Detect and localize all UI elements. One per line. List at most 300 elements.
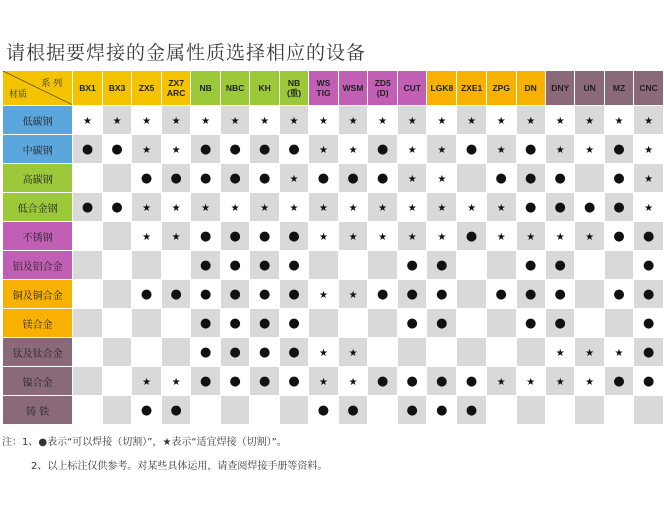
dot-mark: ● bbox=[525, 141, 537, 157]
mark-cell bbox=[457, 338, 487, 367]
star-mark: ★ bbox=[644, 173, 654, 185]
material-label-cell: 不锈钢 bbox=[3, 222, 73, 251]
column-header bbox=[427, 71, 457, 106]
dot-mark: ● bbox=[140, 402, 153, 418]
column-header-line2: TIG bbox=[316, 88, 331, 98]
mark-cell bbox=[338, 280, 368, 309]
column-header-line1: NB bbox=[287, 78, 301, 88]
mark-cell bbox=[220, 367, 250, 396]
star-mark: ★ bbox=[142, 144, 152, 156]
mark-cell bbox=[161, 309, 191, 338]
dot-mark: ● bbox=[406, 373, 418, 389]
dot-mark: ● bbox=[376, 170, 389, 186]
mark-cell bbox=[427, 164, 457, 193]
star-mark: ★ bbox=[171, 144, 181, 156]
mark-cell bbox=[457, 135, 487, 164]
dot-mark: ● bbox=[613, 228, 625, 244]
star-mark: ★ bbox=[437, 144, 447, 156]
mark-cell bbox=[604, 309, 633, 338]
note-2: 2、以上标注仅供参考。对某些具体运用，请查阅焊接手册等资料。 bbox=[31, 461, 328, 472]
mark-cell bbox=[250, 396, 279, 425]
column-header-line1: UN bbox=[583, 83, 596, 93]
mark-cell bbox=[73, 338, 103, 367]
mark-cell bbox=[73, 164, 103, 193]
column-header-line1: CUT bbox=[403, 83, 421, 93]
table-row bbox=[3, 193, 664, 222]
mark-cell bbox=[575, 396, 604, 425]
column-header bbox=[545, 71, 575, 106]
star-mark: ★ bbox=[348, 376, 358, 388]
mark-cell bbox=[486, 135, 516, 164]
mark-cell bbox=[457, 396, 487, 425]
table-row bbox=[3, 338, 664, 367]
column-header bbox=[486, 71, 516, 106]
mark-cell bbox=[427, 106, 457, 135]
dot-mark: ● bbox=[317, 170, 330, 186]
mark-cell bbox=[427, 280, 457, 309]
star-mark: ★ bbox=[201, 202, 211, 214]
column-header bbox=[575, 71, 604, 106]
column-header-line1: BX3 bbox=[108, 83, 126, 93]
star-mark: ★ bbox=[555, 376, 565, 388]
dot-mark: ● bbox=[199, 257, 212, 273]
star-mark: ★ bbox=[318, 289, 328, 301]
table-row bbox=[3, 135, 664, 164]
mark-cell bbox=[427, 135, 457, 164]
mark-cell bbox=[102, 222, 132, 251]
star-mark: ★ bbox=[555, 231, 565, 243]
mark-cell bbox=[220, 396, 250, 425]
dot-mark: ● bbox=[229, 344, 241, 360]
mark-cell bbox=[516, 367, 545, 396]
mark-cell bbox=[427, 222, 457, 251]
material-label-cell: 钛及钛合金 bbox=[3, 338, 73, 367]
column-header-line2: (D) bbox=[376, 88, 389, 98]
dot-mark: ● bbox=[199, 141, 212, 157]
mark-cell bbox=[604, 367, 633, 396]
dot-mark: ● bbox=[613, 170, 625, 186]
mark-cell bbox=[250, 309, 279, 338]
mark-cell bbox=[73, 396, 103, 425]
dot-mark: ● bbox=[199, 315, 212, 331]
dot-mark: ● bbox=[288, 344, 300, 360]
mark-cell bbox=[368, 106, 398, 135]
column-header-line1: ZXE1 bbox=[460, 83, 483, 93]
material-label-cell: 高碳钢 bbox=[3, 164, 73, 193]
mark-cell bbox=[132, 280, 162, 309]
star-mark: ★ bbox=[318, 202, 328, 214]
mark-cell bbox=[457, 106, 487, 135]
column-header bbox=[220, 71, 250, 106]
mark-cell bbox=[250, 251, 279, 280]
mark-cell bbox=[132, 396, 162, 425]
star-mark: ★ bbox=[644, 115, 654, 127]
dot-mark: ● bbox=[554, 315, 566, 331]
dot-mark: ● bbox=[229, 373, 241, 389]
column-header-line1: NB bbox=[199, 83, 212, 93]
mark-cell bbox=[575, 309, 604, 338]
mark-cell bbox=[250, 193, 279, 222]
mark-cell bbox=[368, 251, 398, 280]
star-mark: ★ bbox=[171, 115, 181, 127]
star-mark: ★ bbox=[526, 376, 536, 388]
mark-cell bbox=[457, 280, 487, 309]
star-mark: ★ bbox=[496, 144, 506, 156]
mark-cell bbox=[397, 280, 427, 309]
mark-cell bbox=[73, 135, 103, 164]
column-header bbox=[338, 71, 368, 106]
mark-cell bbox=[427, 251, 457, 280]
dot-mark: ● bbox=[642, 315, 655, 331]
mark-cell bbox=[338, 222, 368, 251]
mark-cell bbox=[634, 193, 664, 222]
dot-mark: ● bbox=[495, 170, 507, 186]
material-label-cell: 镁合金 bbox=[3, 309, 73, 338]
star-mark: ★ bbox=[407, 231, 417, 243]
mark-cell bbox=[250, 106, 279, 135]
mark-cell bbox=[279, 396, 308, 425]
dot-mark: ● bbox=[376, 373, 389, 389]
dot-mark: ● bbox=[642, 228, 655, 244]
mark-cell bbox=[250, 164, 279, 193]
mark-cell bbox=[132, 222, 162, 251]
star-mark: ★ bbox=[614, 347, 624, 359]
mark-cell bbox=[575, 367, 604, 396]
mark-cell bbox=[516, 251, 545, 280]
star-mark: ★ bbox=[348, 347, 358, 359]
table-row bbox=[3, 251, 664, 280]
dot-mark: ● bbox=[111, 141, 123, 157]
mark-cell bbox=[309, 280, 338, 309]
mark-cell bbox=[604, 135, 633, 164]
mark-cell bbox=[309, 396, 338, 425]
mark-cell bbox=[73, 193, 103, 222]
mark-cell bbox=[397, 309, 427, 338]
mark-cell bbox=[634, 106, 664, 135]
dot-mark: ● bbox=[376, 141, 389, 157]
table-row bbox=[3, 396, 664, 425]
star-mark: ★ bbox=[348, 144, 358, 156]
star-mark: ★ bbox=[407, 202, 417, 214]
mark-cell bbox=[368, 222, 398, 251]
dot-mark: ● bbox=[436, 286, 448, 302]
star-mark: ★ bbox=[348, 289, 358, 301]
dot-mark: ● bbox=[111, 199, 123, 215]
mark-cell bbox=[250, 367, 279, 396]
mark-cell bbox=[161, 251, 191, 280]
star-mark: ★ bbox=[201, 115, 211, 127]
column-header-line1: DN bbox=[524, 83, 537, 93]
column-header-line1: CNC bbox=[639, 83, 658, 93]
dot-mark: ● bbox=[406, 286, 418, 302]
dot-mark: ● bbox=[288, 373, 300, 389]
mark-cell bbox=[191, 222, 220, 251]
star-mark: ★ bbox=[585, 115, 595, 127]
mark-cell bbox=[338, 396, 368, 425]
table-row bbox=[3, 106, 664, 135]
mark-cell bbox=[397, 396, 427, 425]
material-label-cell: 铝及铝合金 bbox=[3, 251, 73, 280]
mark-cell bbox=[102, 135, 132, 164]
mark-cell bbox=[516, 338, 545, 367]
column-header bbox=[457, 71, 487, 106]
material-equipment-table bbox=[2, 70, 664, 425]
star-mark: ★ bbox=[496, 231, 506, 243]
page-title: 请根据要焊接的金属性质选择相应的设备 bbox=[6, 42, 367, 64]
dot-mark: ● bbox=[347, 170, 359, 186]
mark-cell bbox=[457, 367, 487, 396]
dot-mark: ● bbox=[199, 344, 212, 360]
mark-cell bbox=[486, 338, 516, 367]
star-mark: ★ bbox=[585, 144, 595, 156]
mark-cell bbox=[220, 193, 250, 222]
mark-cell bbox=[73, 280, 103, 309]
mark-cell bbox=[397, 135, 427, 164]
series-label: 系 列 bbox=[41, 79, 63, 89]
mark-cell bbox=[575, 251, 604, 280]
mark-cell bbox=[191, 251, 220, 280]
mark-cell bbox=[634, 164, 664, 193]
dot-mark: ● bbox=[554, 286, 566, 302]
dot-mark: ● bbox=[288, 286, 300, 302]
mark-cell bbox=[132, 338, 162, 367]
material-label-cell: 镍合金 bbox=[3, 367, 73, 396]
mark-cell bbox=[516, 222, 545, 251]
mark-cell bbox=[309, 251, 338, 280]
mark-cell bbox=[368, 135, 398, 164]
mark-cell bbox=[368, 338, 398, 367]
mark-cell bbox=[132, 164, 162, 193]
mark-cell bbox=[102, 367, 132, 396]
mark-cell bbox=[457, 309, 487, 338]
dot-mark: ● bbox=[258, 373, 271, 389]
star-mark: ★ bbox=[496, 115, 506, 127]
material-label-cell: 铜及铜合金 bbox=[3, 280, 73, 309]
mark-cell bbox=[309, 193, 338, 222]
dot-mark: ● bbox=[288, 257, 300, 273]
mark-cell bbox=[634, 222, 664, 251]
mark-cell bbox=[161, 338, 191, 367]
dot-mark: ● bbox=[229, 286, 241, 302]
star-mark: ★ bbox=[289, 202, 299, 214]
mark-cell bbox=[427, 193, 457, 222]
dot-mark: ● bbox=[229, 170, 241, 186]
mark-cell bbox=[634, 251, 664, 280]
mark-cell bbox=[634, 367, 664, 396]
star-mark: ★ bbox=[318, 376, 328, 388]
column-header bbox=[132, 71, 162, 106]
star-mark: ★ bbox=[318, 115, 328, 127]
dot-mark: ● bbox=[554, 199, 566, 215]
column-header bbox=[102, 71, 132, 106]
mark-cell bbox=[132, 193, 162, 222]
mark-cell bbox=[427, 367, 457, 396]
star-mark: ★ bbox=[437, 115, 447, 127]
mark-cell bbox=[132, 367, 162, 396]
mark-cell bbox=[486, 251, 516, 280]
mark-cell bbox=[634, 280, 664, 309]
mark-cell bbox=[279, 193, 308, 222]
mark-cell bbox=[220, 251, 250, 280]
mark-cell bbox=[604, 396, 633, 425]
star-mark: ★ bbox=[171, 231, 181, 243]
dot-mark: ● bbox=[525, 286, 537, 302]
star-mark: ★ bbox=[142, 231, 152, 243]
star-mark: ★ bbox=[585, 347, 595, 359]
mark-cell bbox=[457, 251, 487, 280]
mark-cell bbox=[338, 164, 368, 193]
dot-mark: ● bbox=[642, 344, 655, 360]
column-header-line1: WSM bbox=[342, 83, 364, 93]
star-mark: ★ bbox=[496, 202, 506, 214]
dot-mark: ● bbox=[170, 170, 182, 186]
star-mark: ★ bbox=[555, 144, 565, 156]
mark-cell bbox=[575, 106, 604, 135]
star-mark: ★ bbox=[378, 202, 388, 214]
mark-cell bbox=[102, 309, 132, 338]
mark-cell bbox=[604, 280, 633, 309]
mark-cell bbox=[397, 367, 427, 396]
mark-cell bbox=[575, 193, 604, 222]
mark-cell bbox=[220, 106, 250, 135]
mark-cell bbox=[250, 222, 279, 251]
column-header bbox=[516, 71, 545, 106]
mark-cell bbox=[191, 193, 220, 222]
table-row bbox=[3, 280, 664, 309]
mark-cell bbox=[309, 164, 338, 193]
mark-cell bbox=[309, 222, 338, 251]
mark-cell bbox=[545, 280, 575, 309]
mark-cell bbox=[397, 338, 427, 367]
mark-cell bbox=[368, 164, 398, 193]
material-label-cell: 低碳钢 bbox=[3, 106, 73, 135]
dot-mark: ● bbox=[465, 402, 478, 418]
dot-mark: ● bbox=[436, 257, 448, 273]
mark-cell bbox=[427, 396, 457, 425]
star-mark: ★ bbox=[83, 115, 93, 127]
mark-cell bbox=[545, 222, 575, 251]
mark-cell bbox=[191, 135, 220, 164]
column-header-line1: BX1 bbox=[79, 83, 96, 93]
mark-cell bbox=[634, 396, 664, 425]
star-mark: ★ bbox=[112, 115, 122, 127]
mark-cell bbox=[486, 222, 516, 251]
mark-cell bbox=[338, 338, 368, 367]
star-mark: ★ bbox=[526, 231, 536, 243]
star-mark: ★ bbox=[142, 115, 152, 127]
mark-cell bbox=[132, 106, 162, 135]
mark-cell bbox=[161, 396, 191, 425]
mark-cell bbox=[486, 367, 516, 396]
header-row bbox=[3, 71, 664, 106]
mark-cell bbox=[250, 280, 279, 309]
mark-cell bbox=[220, 280, 250, 309]
star-mark: ★ bbox=[171, 376, 181, 388]
mark-cell bbox=[338, 367, 368, 396]
mark-cell bbox=[279, 251, 308, 280]
mark-cell bbox=[102, 396, 132, 425]
dot-mark: ● bbox=[436, 373, 448, 389]
star-mark: ★ bbox=[289, 173, 299, 185]
mark-cell bbox=[486, 280, 516, 309]
column-header bbox=[161, 71, 191, 106]
dot-mark: ● bbox=[465, 141, 478, 157]
mark-cell bbox=[486, 106, 516, 135]
dot-mark: ● bbox=[258, 170, 271, 186]
mark-cell bbox=[250, 338, 279, 367]
mark-cell bbox=[516, 135, 545, 164]
mark-cell bbox=[397, 106, 427, 135]
dot-mark: ● bbox=[642, 286, 655, 302]
mark-cell bbox=[427, 309, 457, 338]
mark-cell bbox=[634, 309, 664, 338]
mark-cell bbox=[191, 396, 220, 425]
dot-mark: ● bbox=[288, 141, 300, 157]
star-mark: ★ bbox=[644, 202, 654, 214]
mark-cell bbox=[132, 135, 162, 164]
mark-cell bbox=[220, 135, 250, 164]
dot-mark: ● bbox=[525, 170, 537, 186]
dot-mark: ● bbox=[376, 286, 389, 302]
mark-cell bbox=[457, 222, 487, 251]
mark-cell bbox=[102, 164, 132, 193]
mark-cell bbox=[397, 164, 427, 193]
star-mark: ★ bbox=[437, 173, 447, 185]
mark-cell bbox=[102, 106, 132, 135]
star-mark: ★ bbox=[437, 231, 447, 243]
mark-cell bbox=[604, 251, 633, 280]
mark-cell bbox=[338, 135, 368, 164]
mark-cell bbox=[220, 309, 250, 338]
mark-cell bbox=[397, 222, 427, 251]
mark-cell bbox=[486, 309, 516, 338]
mark-cell bbox=[338, 309, 368, 338]
material-label-cell: 铸 铁 bbox=[3, 396, 73, 425]
mark-cell bbox=[457, 193, 487, 222]
column-header bbox=[604, 71, 633, 106]
dot-mark: ● bbox=[258, 344, 271, 360]
mark-cell bbox=[368, 193, 398, 222]
dot-mark: ● bbox=[258, 286, 271, 302]
mark-cell bbox=[191, 164, 220, 193]
dot-mark: ● bbox=[170, 286, 182, 302]
column-header bbox=[279, 71, 308, 106]
mark-cell bbox=[368, 367, 398, 396]
mark-cell bbox=[102, 193, 132, 222]
mark-cell bbox=[73, 251, 103, 280]
star-mark: ★ bbox=[348, 115, 358, 127]
dot-mark: ● bbox=[436, 402, 448, 418]
mark-cell bbox=[516, 309, 545, 338]
mark-cell bbox=[161, 135, 191, 164]
star-mark: ★ bbox=[467, 202, 477, 214]
dot-mark: ● bbox=[199, 286, 212, 302]
mark-cell bbox=[457, 164, 487, 193]
dot-mark: ● bbox=[288, 315, 300, 331]
star-mark: ★ bbox=[437, 202, 447, 214]
star-mark: ★ bbox=[585, 376, 595, 388]
mark-cell bbox=[368, 396, 398, 425]
mark-cell bbox=[368, 309, 398, 338]
star-mark: ★ bbox=[318, 144, 328, 156]
star-mark: ★ bbox=[407, 115, 417, 127]
star-mark: ★ bbox=[378, 231, 388, 243]
mark-cell bbox=[161, 193, 191, 222]
mark-cell bbox=[279, 338, 308, 367]
column-header-line2: (重) bbox=[286, 88, 302, 98]
material-label-cell: 中碳钢 bbox=[3, 135, 73, 164]
column-header-line1: NBC bbox=[225, 83, 245, 93]
